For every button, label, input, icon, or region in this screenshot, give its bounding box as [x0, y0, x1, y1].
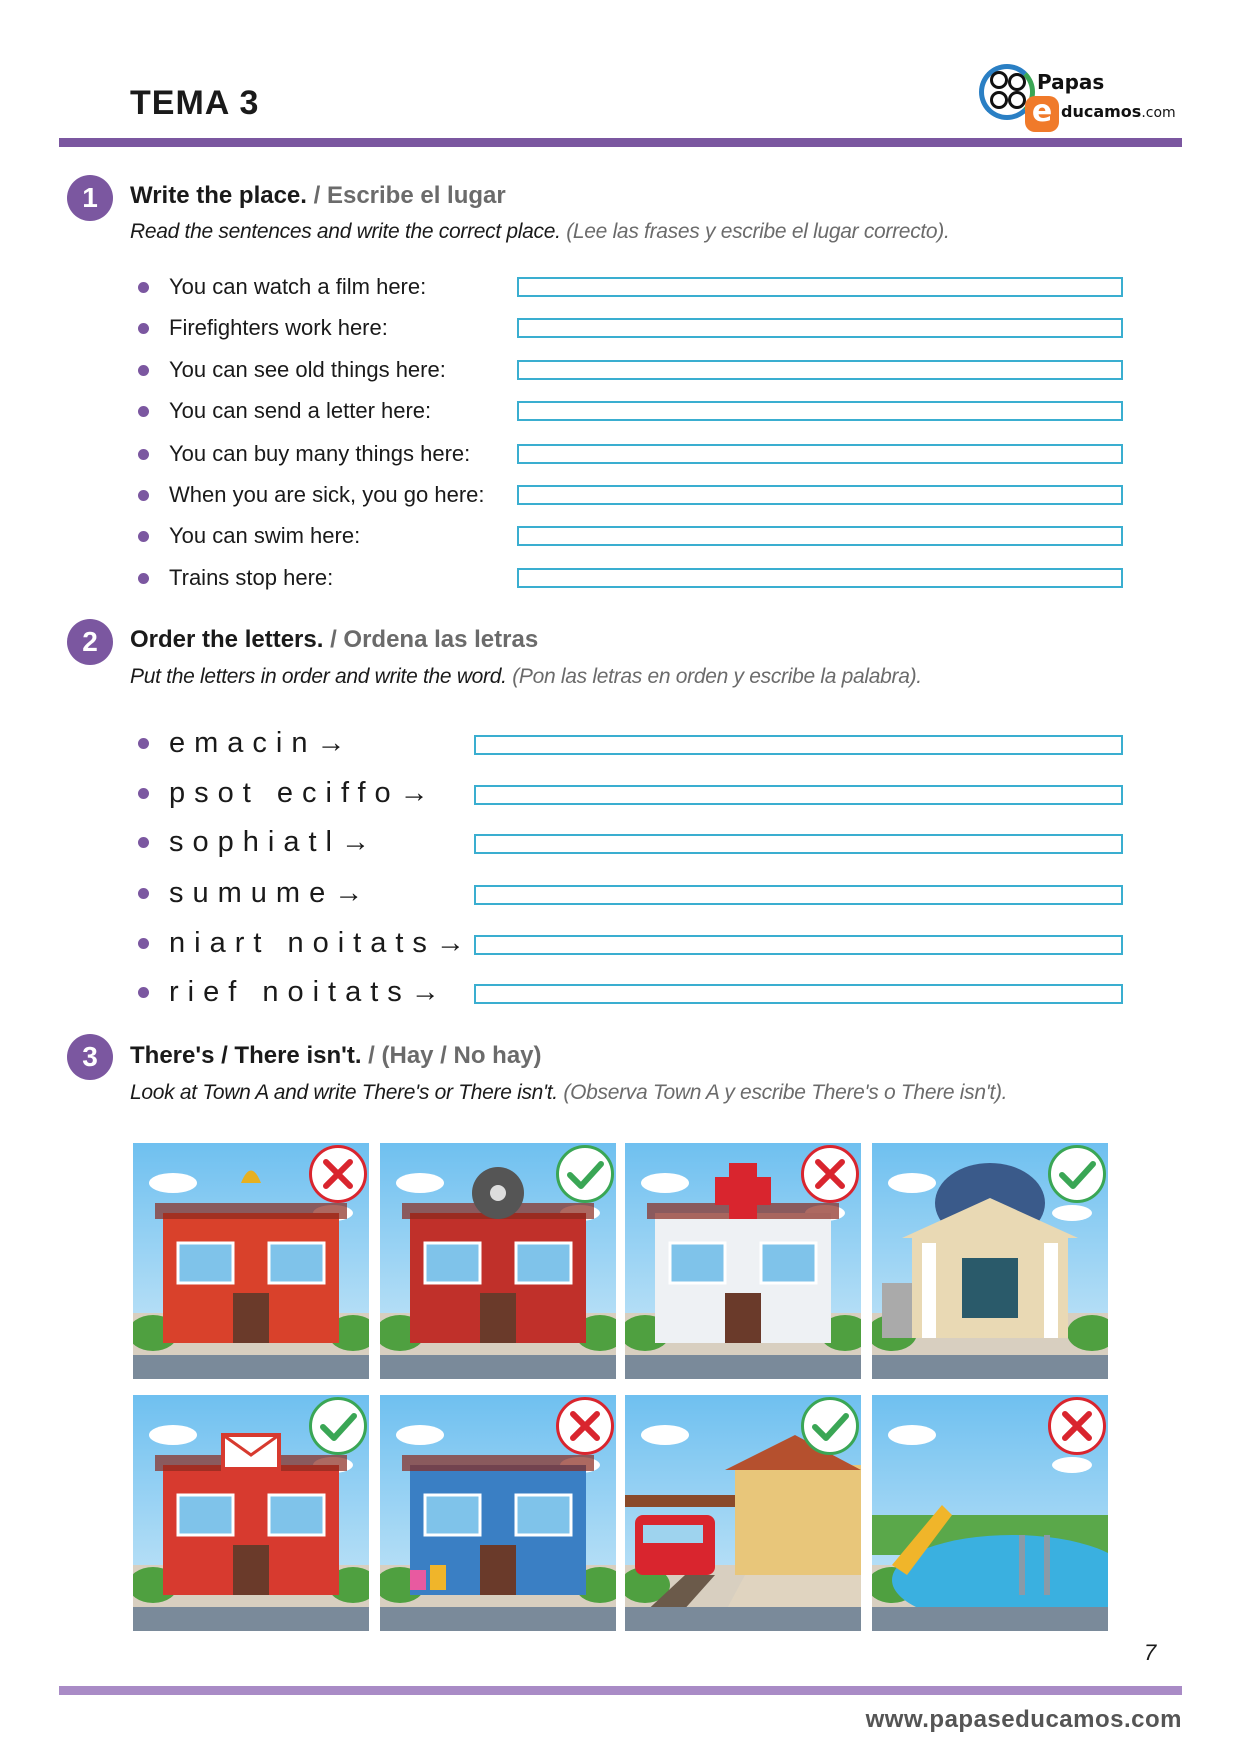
picture-museum [872, 1143, 1108, 1379]
instruction-en: Read the sentences and write the correct place. [130, 220, 561, 243]
check-icon [309, 1397, 367, 1455]
list-item [138, 521, 360, 551]
scrambled-word: sophiatl→ [169, 825, 379, 858]
instruction-es: (Observa Town A y escribe There's o There isn't). [563, 1081, 1008, 1104]
bullet-icon [138, 837, 149, 848]
footer-divider [59, 1686, 1182, 1695]
answer-field[interactable] [517, 318, 1123, 338]
bullet-icon [138, 365, 149, 376]
bullet-icon [138, 490, 149, 501]
check-icon [801, 1397, 859, 1455]
list-item [138, 974, 449, 1010]
title-en: There's / There isn't. [130, 1042, 362, 1069]
section-3-title [130, 1042, 542, 1070]
question-text: You can send a letter here: [169, 398, 432, 423]
list-item [138, 396, 431, 426]
section-number-2: 2 [67, 619, 113, 665]
scrambled-word: niart noitats→ [169, 926, 474, 959]
answer-field[interactable] [474, 834, 1123, 854]
bullet-icon [138, 406, 149, 417]
instruction-es: (Lee las frases y escribe el lugar correcto). [566, 220, 950, 243]
page-number: 7 [1144, 1640, 1157, 1665]
question-text: Firefighters work here: [169, 315, 388, 340]
bullet-icon [138, 531, 149, 542]
list-item [138, 563, 333, 593]
question-text: When you are sick, you go here: [169, 482, 485, 507]
cross-icon [556, 1397, 614, 1455]
list-item [138, 439, 470, 469]
title-en: Write the place. [130, 182, 307, 209]
scrambled-word: psot eciffo→ [169, 776, 438, 809]
list-item [138, 272, 426, 302]
section-1-title [130, 182, 506, 210]
picture-cinema [380, 1143, 616, 1379]
question-text: You can swim here: [169, 523, 361, 548]
bullet-icon [138, 573, 149, 584]
bullet-icon [138, 323, 149, 334]
title-en: Order the letters. [130, 626, 324, 653]
section-3-instruction [130, 1081, 1007, 1105]
page-title: TEMA 3 [130, 84, 260, 122]
title-es: / Ordena las letras [330, 626, 539, 653]
section-number-1: 1 [67, 175, 113, 221]
section-2-instruction [130, 665, 922, 689]
section-1-instruction [130, 220, 950, 244]
instruction-en: Put the letters in order and write the word. [130, 665, 507, 688]
picture-hospital [625, 1143, 861, 1379]
answer-field[interactable] [517, 360, 1123, 380]
list-item [138, 725, 355, 761]
bullet-icon [138, 788, 149, 799]
bullet-icon [138, 987, 149, 998]
check-icon [556, 1145, 614, 1203]
answer-field[interactable] [517, 401, 1123, 421]
instruction-es: (Pon las letras en orden y escribe la palabra). [512, 665, 922, 688]
section-2-title [130, 626, 538, 654]
picture-fire-station [133, 1143, 369, 1379]
answer-field[interactable] [517, 485, 1123, 505]
bullet-icon [138, 282, 149, 293]
instruction-en: Look at Town A and write There's or There isn't. [130, 1081, 558, 1104]
picture-swimming-pool [872, 1395, 1108, 1631]
answer-field[interactable] [517, 526, 1123, 546]
cross-icon [1048, 1397, 1106, 1455]
bullet-icon [138, 738, 149, 749]
question-text: You can watch a film here: [169, 274, 427, 299]
bullet-icon [138, 938, 149, 949]
title-es: / Escribe el lugar [313, 182, 506, 209]
answer-field[interactable] [474, 785, 1123, 805]
answer-field[interactable] [517, 277, 1123, 297]
scrambled-word: rief noitats→ [169, 975, 449, 1008]
question-text: You can see old things here: [169, 357, 446, 382]
list-item [138, 313, 388, 343]
picture-post-office [133, 1395, 369, 1631]
header-divider [59, 138, 1182, 147]
answer-field[interactable] [474, 984, 1123, 1004]
list-item [138, 925, 474, 961]
answer-field[interactable] [517, 568, 1123, 588]
picture-train-station [625, 1395, 861, 1631]
list-item [138, 355, 446, 385]
list-item [138, 824, 379, 860]
footer-url: www.papaseducamos.com [865, 1706, 1182, 1733]
answer-field[interactable] [517, 444, 1123, 464]
question-text: You can buy many things here: [169, 441, 471, 466]
bullet-icon [138, 449, 149, 460]
section-number-3: 3 [67, 1034, 113, 1080]
answer-field[interactable] [474, 735, 1123, 755]
cross-icon [309, 1145, 367, 1203]
question-text: Trains stop here: [169, 565, 334, 590]
cross-icon [801, 1145, 859, 1203]
list-item [138, 775, 438, 811]
list-item [138, 480, 485, 510]
answer-field[interactable] [474, 935, 1123, 955]
papaseducamos-logo: Papas e ducamos.com [977, 60, 1182, 134]
scrambled-word: sumume→ [169, 876, 373, 909]
answer-field[interactable] [474, 885, 1123, 905]
list-item [138, 875, 372, 911]
title-es: / (Hay / No hay) [368, 1042, 542, 1069]
bullet-icon [138, 888, 149, 899]
check-icon [1048, 1145, 1106, 1203]
scrambled-word: emacin→ [169, 726, 355, 759]
picture-shopping-centre [380, 1395, 616, 1631]
